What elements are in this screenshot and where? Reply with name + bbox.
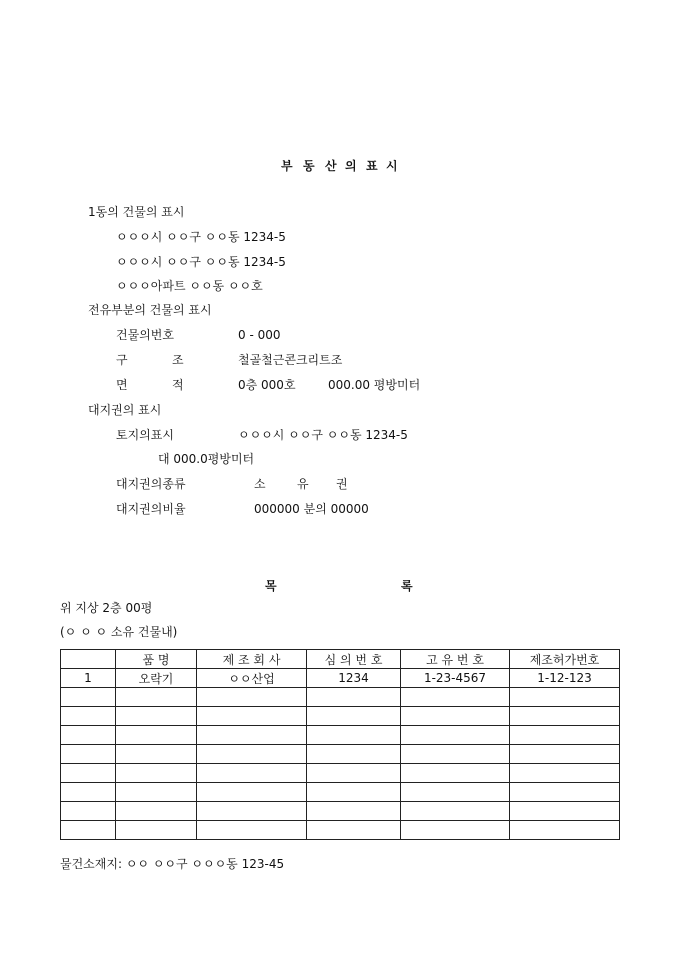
table-cell: 1 (61, 669, 116, 688)
header-review-number: 심 의 번 호 (307, 650, 401, 669)
table-cell (307, 821, 401, 840)
table-row (61, 726, 620, 745)
table-cell (510, 707, 620, 726)
table-cell (510, 821, 620, 840)
owner-line: (ㅇ ㅇ ㅇ 소유 건물내) (60, 625, 178, 639)
doc-title-char: 의 (345, 159, 357, 173)
table-row (61, 821, 620, 840)
unit-number-label: 건물의번호 (116, 328, 174, 342)
parcel-area: 대 000.0평방미터 (158, 452, 255, 466)
header-permit-number: 제조허가번호 (510, 650, 620, 669)
land-type-char: 권 (336, 477, 348, 491)
table-row (61, 745, 620, 764)
table-cell (116, 745, 197, 764)
building-name-line: ㅇㅇㅇ아파트 ㅇㅇ동 ㅇㅇ호 (116, 279, 263, 293)
table-cell (401, 821, 510, 840)
table-row (61, 669, 620, 688)
list-title-left: 목 (265, 579, 277, 593)
table-cell (116, 821, 197, 840)
doc-title-char: 시 (386, 159, 398, 173)
table-cell (307, 726, 401, 745)
building-address-line: ㅇㅇㅇ시 ㅇㅇ구 ㅇㅇ동 1234-5 (116, 230, 286, 244)
table-cell (197, 688, 307, 707)
table-cell (307, 764, 401, 783)
table-row (61, 802, 620, 821)
table-cell (307, 802, 401, 821)
table-cell: 1-23-4567 (401, 669, 510, 688)
table-row (61, 707, 620, 726)
land-heading: 대지권의 표시 (88, 403, 162, 417)
table-cell (116, 764, 197, 783)
doc-title-char: 산 (325, 159, 337, 173)
parcel-label: 토지의표시 (116, 428, 174, 442)
header-manufacturer: 제 조 회 사 (197, 650, 307, 669)
doc-title-char: 동 (303, 159, 315, 173)
table-cell (116, 688, 197, 707)
table-header-row (61, 650, 620, 669)
land-type-char: 소 (254, 477, 266, 491)
area-label: 면 (116, 378, 128, 392)
land-ratio-value: 000000 분의 00000 (254, 502, 369, 516)
building-heading: 1동의 건물의 표시 (88, 205, 185, 219)
doc-title-char: 부 (281, 159, 293, 173)
doc-title-char: 표 (366, 159, 378, 173)
header-unique-number: 고 유 번 호 (401, 650, 510, 669)
item-location-footer: 물건소재지: ㅇㅇ ㅇㅇ구 ㅇㅇㅇ동 123-45 (60, 857, 285, 871)
location-line: 위 지상 2층 00평 (60, 601, 153, 615)
list-title-right: 록 (401, 579, 413, 593)
building-address-line: ㅇㅇㅇ시 ㅇㅇ구 ㅇㅇ동 1234-5 (116, 255, 286, 269)
table-cell (307, 707, 401, 726)
land-ratio-label: 대지권의비율 (116, 502, 186, 516)
structure-label: 조 (172, 353, 184, 367)
land-type-char: 유 (297, 477, 309, 491)
table-cell (510, 745, 620, 764)
table-cell (197, 802, 307, 821)
item-table (60, 649, 620, 840)
table-cell (61, 726, 116, 745)
table-cell (510, 802, 620, 821)
table-cell (61, 764, 116, 783)
table-cell (401, 688, 510, 707)
header-index (61, 650, 116, 669)
table-cell (61, 821, 116, 840)
table-cell (307, 783, 401, 802)
table-cell: 1234 (307, 669, 401, 688)
table-cell (61, 745, 116, 764)
table-cell (401, 707, 510, 726)
table-cell (510, 688, 620, 707)
table-cell (197, 764, 307, 783)
table-cell (401, 745, 510, 764)
table-cell (401, 802, 510, 821)
table-cell (116, 802, 197, 821)
table-cell (61, 783, 116, 802)
table-cell (116, 707, 197, 726)
area-label: 적 (172, 378, 184, 392)
land-type-label: 대지권의종류 (116, 477, 186, 491)
table-cell (401, 764, 510, 783)
parcel-value: ㅇㅇㅇ시 ㅇㅇ구 ㅇㅇ동 1234-5 (238, 428, 408, 442)
table-cell: ㅇㅇ산업 (197, 669, 307, 688)
table-cell (307, 745, 401, 764)
structure-value: 철골철근콘크리트조 (238, 353, 343, 367)
table-cell (197, 726, 307, 745)
table-row (61, 764, 620, 783)
unit-number-value: 0 - 000 (238, 328, 281, 342)
area-value: 0층 000호 (238, 378, 296, 392)
table-row (61, 688, 620, 707)
table-cell (197, 707, 307, 726)
table-cell (401, 783, 510, 802)
table-cell (61, 688, 116, 707)
header-item-name: 품 명 (116, 650, 197, 669)
table-cell: 1-12-123 (510, 669, 620, 688)
table-cell (197, 821, 307, 840)
table-cell (197, 745, 307, 764)
table-cell: 오락기 (116, 669, 197, 688)
table-cell (401, 726, 510, 745)
table-cell (510, 764, 620, 783)
table-cell (510, 783, 620, 802)
table-cell (307, 688, 401, 707)
table-cell (197, 783, 307, 802)
table-cell (510, 726, 620, 745)
unit-heading: 전유부분의 건물의 표시 (88, 303, 212, 317)
table-cell (61, 802, 116, 821)
table-row (61, 783, 620, 802)
table-cell (116, 726, 197, 745)
structure-label: 구 (116, 353, 128, 367)
table-cell (61, 707, 116, 726)
table-cell (116, 783, 197, 802)
area-size: 000.00 평방미터 (328, 378, 421, 392)
